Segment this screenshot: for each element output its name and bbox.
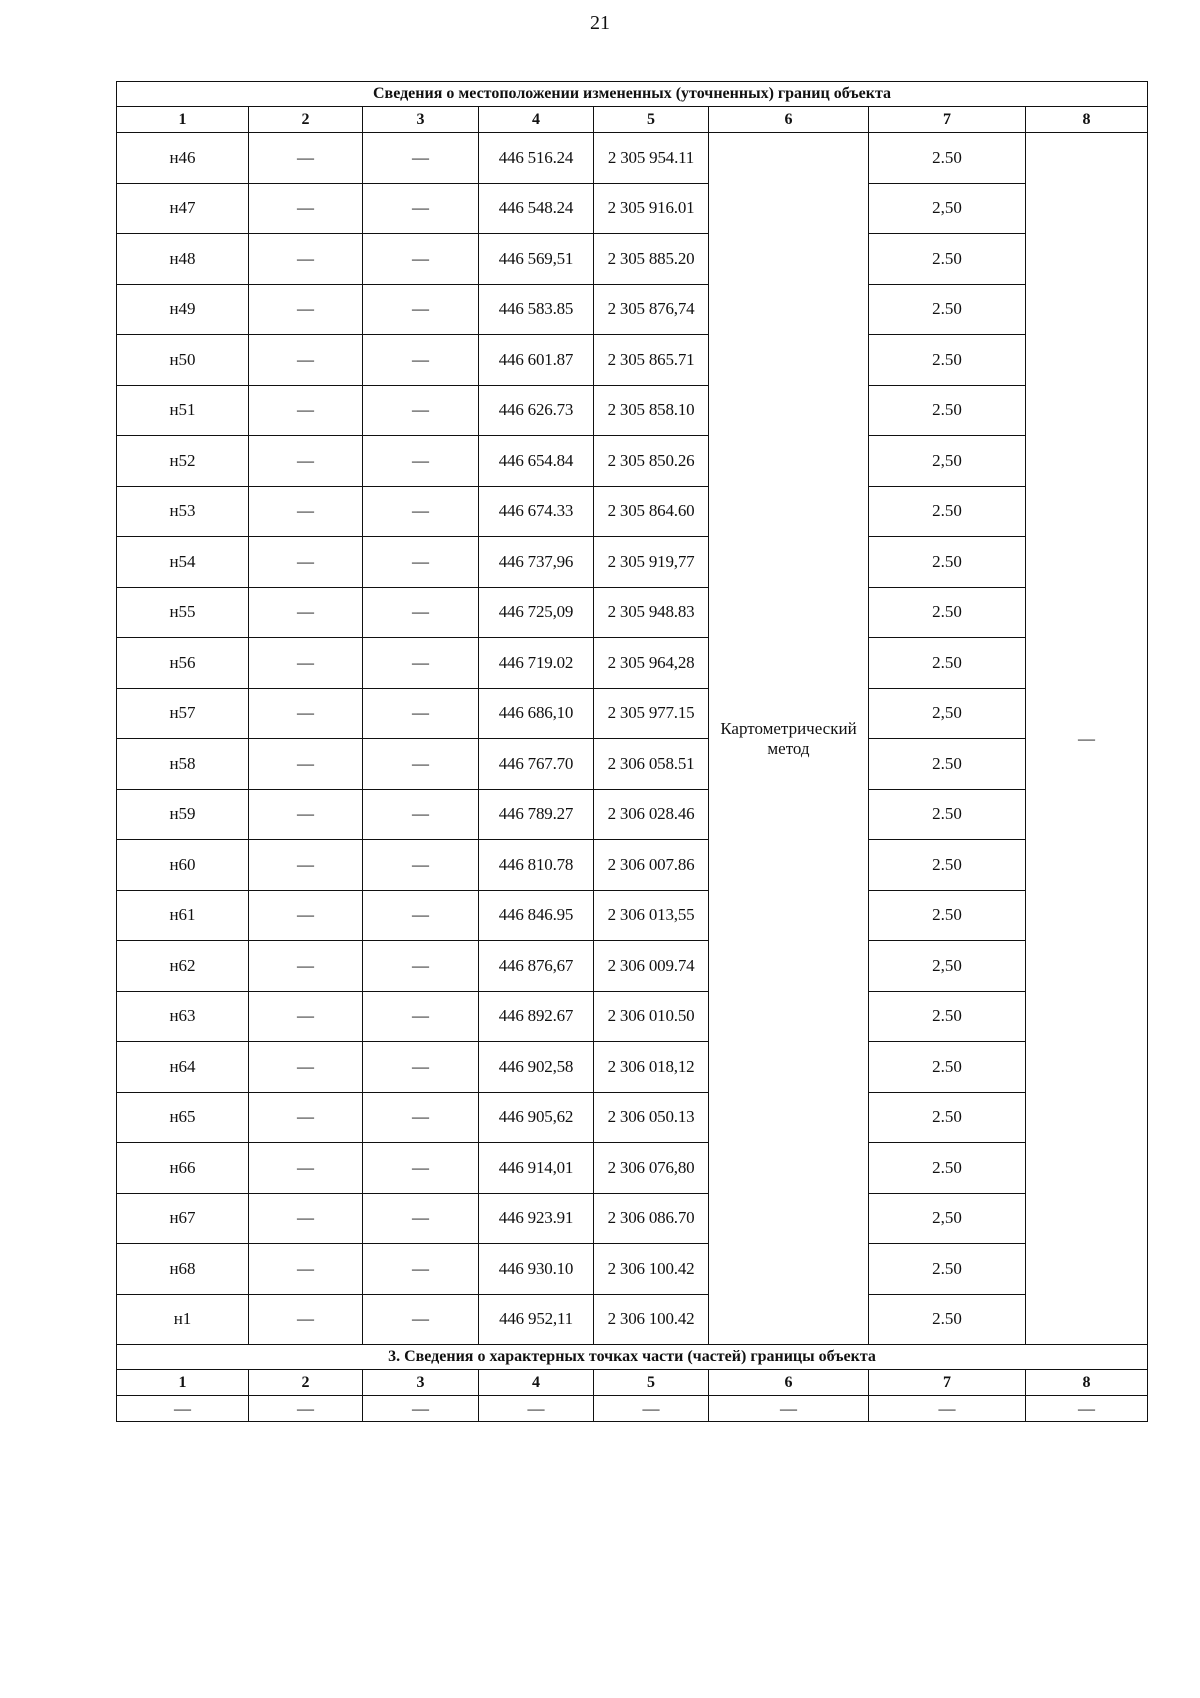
point-name: н55 [117, 587, 249, 638]
point-name: н46 [117, 133, 249, 184]
table-row [117, 1042, 1148, 1093]
empty-cell: — [363, 1396, 479, 1422]
empty-cell: — [249, 688, 363, 739]
empty-cell: — [363, 385, 479, 436]
table-row [117, 1143, 1148, 1194]
empty-cell: — [363, 1244, 479, 1295]
table-row [117, 789, 1148, 840]
empty-cell: — [363, 638, 479, 689]
empty-cell: — [249, 1244, 363, 1295]
empty-cell: — [249, 133, 363, 184]
empty-cell: — [363, 1092, 479, 1143]
empty-cell: — [249, 840, 363, 891]
column-number: 3 [363, 1370, 479, 1396]
table-row [117, 840, 1148, 891]
column-number: 7 [869, 107, 1026, 133]
column-number: 5 [594, 107, 709, 133]
column-number: 8 [1026, 107, 1148, 133]
coord-x: 446 674.33 [479, 486, 594, 537]
coord-y: 2 305 864.60 [594, 486, 709, 537]
point-name: н50 [117, 335, 249, 386]
empty-cell: — [249, 587, 363, 638]
table-row [117, 385, 1148, 436]
empty-cell: — [249, 1042, 363, 1093]
point-name: н53 [117, 486, 249, 537]
table-row [117, 234, 1148, 285]
column-number: 2 [249, 107, 363, 133]
empty-cell: — [249, 1193, 363, 1244]
accuracy-value: 2.50 [869, 587, 1026, 638]
accuracy-value: 2.50 [869, 133, 1026, 184]
accuracy-value: 2.50 [869, 1244, 1026, 1295]
accuracy-value: 2.50 [869, 991, 1026, 1042]
coord-x: 446 601.87 [479, 335, 594, 386]
coord-x: 446 654.84 [479, 436, 594, 487]
coord-y: 2 306 100.42 [594, 1244, 709, 1295]
column-number: 4 [479, 107, 594, 133]
boundary-points-table [116, 81, 1148, 1422]
column-number: 3 [363, 107, 479, 133]
column-number: 1 [117, 1370, 249, 1396]
empty-cell: — [363, 890, 479, 941]
empty-cell: — [249, 638, 363, 689]
empty-cell: — [709, 1396, 869, 1422]
point-name: н48 [117, 234, 249, 285]
column-number: 2 [249, 1370, 363, 1396]
point-name: н62 [117, 941, 249, 992]
point-name: н52 [117, 436, 249, 487]
coord-x: 446 725,09 [479, 587, 594, 638]
table-row [117, 1294, 1148, 1345]
coord-x: 446 905,62 [479, 1092, 594, 1143]
coord-y: 2 306 010.50 [594, 991, 709, 1042]
point-name: н65 [117, 1092, 249, 1143]
coord-y: 2 305 964,28 [594, 638, 709, 689]
empty-cell: — [363, 789, 479, 840]
empty-cell: — [479, 1396, 594, 1422]
table-row [117, 991, 1148, 1042]
accuracy-value: 2.50 [869, 739, 1026, 790]
coord-x: 446 902,58 [479, 1042, 594, 1093]
section3-column-number-row [117, 1370, 1148, 1396]
column-number: 5 [594, 1370, 709, 1396]
coord-y: 2 305 948.83 [594, 587, 709, 638]
table-row [117, 587, 1148, 638]
table-row [117, 183, 1148, 234]
coord-x: 446 892.67 [479, 991, 594, 1042]
accuracy-value: 2,50 [869, 941, 1026, 992]
accuracy-value: 2.50 [869, 1092, 1026, 1143]
coord-y: 2 306 058.51 [594, 739, 709, 790]
coord-y: 2 306 100.42 [594, 1294, 709, 1345]
accuracy-value: 2,50 [869, 183, 1026, 234]
coord-y: 2 305 850.26 [594, 436, 709, 487]
coord-y: 2 305 885.20 [594, 234, 709, 285]
table-row [117, 890, 1148, 941]
empty-cell: — [363, 1294, 479, 1345]
table-row [117, 486, 1148, 537]
table-row [117, 335, 1148, 386]
coord-y: 2 306 086.70 [594, 1193, 709, 1244]
column-number: 6 [709, 107, 869, 133]
empty-cell: — [249, 1092, 363, 1143]
empty-cell: — [363, 537, 479, 588]
coord-x: 446 548.24 [479, 183, 594, 234]
empty-cell: — [363, 688, 479, 739]
section-title-row [117, 82, 1148, 107]
table-row [117, 1244, 1148, 1295]
coord-x: 446 930.10 [479, 1244, 594, 1295]
empty-cell: — [249, 335, 363, 386]
coord-y: 2 305 977.15 [594, 688, 709, 739]
point-name: н59 [117, 789, 249, 840]
coord-y: 2 305 858.10 [594, 385, 709, 436]
empty-cell: — [363, 991, 479, 1042]
empty-cell: — [363, 183, 479, 234]
point-name: н51 [117, 385, 249, 436]
column-number: 1 [117, 107, 249, 133]
coord-x: 446 914,01 [479, 1143, 594, 1194]
coord-y: 2 305 916.01 [594, 183, 709, 234]
point-name: н66 [117, 1143, 249, 1194]
coord-y: 2 306 028.46 [594, 789, 709, 840]
table-row [117, 941, 1148, 992]
coord-x: 446 583.85 [479, 284, 594, 335]
point-name: н56 [117, 638, 249, 689]
empty-cell: — [594, 1396, 709, 1422]
point-name: н60 [117, 840, 249, 891]
accuracy-value: 2.50 [869, 1294, 1026, 1345]
coord-x: 446 737,96 [479, 537, 594, 588]
section3-title: 3. Сведения о характерных точках части (частей) границы объекта [117, 1345, 1148, 1370]
coord-x: 446 789.27 [479, 789, 594, 840]
coord-y: 2 306 018,12 [594, 1042, 709, 1093]
accuracy-value: 2,50 [869, 1193, 1026, 1244]
empty-cell: — [249, 941, 363, 992]
page-number: 21 [590, 12, 610, 34]
table-row [117, 688, 1148, 739]
coord-y: 2 305 919,77 [594, 537, 709, 588]
empty-cell: — [249, 890, 363, 941]
accuracy-value: 2.50 [869, 284, 1026, 335]
table-row [117, 436, 1148, 487]
coord-y: 2 305 954.11 [594, 133, 709, 184]
accuracy-value: 2.50 [869, 789, 1026, 840]
empty-cell: — [363, 284, 479, 335]
table-row [117, 638, 1148, 689]
empty-cell: — [363, 234, 479, 285]
point-name: н49 [117, 284, 249, 335]
coord-y: 2 306 013,55 [594, 890, 709, 941]
column-8-cell: — [1026, 133, 1148, 1345]
table-row [117, 537, 1148, 588]
table-row [117, 739, 1148, 790]
empty-cell: — [249, 1294, 363, 1345]
coord-x: 446 810.78 [479, 840, 594, 891]
coord-x: 446 846.95 [479, 890, 594, 941]
accuracy-value: 2.50 [869, 486, 1026, 537]
empty-cell: — [363, 335, 479, 386]
accuracy-value: 2.50 [869, 840, 1026, 891]
coord-x: 446 923.91 [479, 1193, 594, 1244]
point-name: н63 [117, 991, 249, 1042]
empty-cell: — [249, 739, 363, 790]
coord-x: 446 686,10 [479, 688, 594, 739]
point-name: н64 [117, 1042, 249, 1093]
point-name: н1 [117, 1294, 249, 1345]
coord-x: 446 767.70 [479, 739, 594, 790]
empty-cell: — [363, 941, 479, 992]
empty-cell: — [869, 1396, 1026, 1422]
point-name: н68 [117, 1244, 249, 1295]
empty-cell: — [249, 991, 363, 1042]
point-name: н57 [117, 688, 249, 739]
empty-cell: — [249, 436, 363, 487]
empty-cell: — [249, 385, 363, 436]
table-row [117, 1193, 1148, 1244]
empty-cell: — [363, 1042, 479, 1093]
empty-cell: — [249, 537, 363, 588]
empty-cell: — [363, 1193, 479, 1244]
empty-cell: — [363, 486, 479, 537]
coord-x: 446 626.73 [479, 385, 594, 436]
accuracy-value: 2.50 [869, 890, 1026, 941]
method-cell: Картометрический метод [709, 133, 869, 1345]
table-row [117, 1092, 1148, 1143]
coord-y: 2 306 076,80 [594, 1143, 709, 1194]
accuracy-value: 2.50 [869, 1143, 1026, 1194]
accuracy-value: 2.50 [869, 234, 1026, 285]
accuracy-value: 2,50 [869, 436, 1026, 487]
coord-y: 2 306 007.86 [594, 840, 709, 891]
empty-cell: — [249, 486, 363, 537]
coord-y: 2 305 865.71 [594, 335, 709, 386]
column-number-row [117, 107, 1148, 133]
coord-x: 446 952,11 [479, 1294, 594, 1345]
accuracy-value: 2.50 [869, 385, 1026, 436]
table-row [117, 133, 1148, 184]
coord-y: 2 306 050.13 [594, 1092, 709, 1143]
empty-cell: — [363, 840, 479, 891]
empty-cell: — [363, 133, 479, 184]
accuracy-value: 2,50 [869, 688, 1026, 739]
column-number: 4 [479, 1370, 594, 1396]
point-name: н54 [117, 537, 249, 588]
empty-cell: — [363, 436, 479, 487]
empty-cell: — [249, 789, 363, 840]
empty-cell: — [363, 587, 479, 638]
coord-x: 446 516.24 [479, 133, 594, 184]
column-number: 6 [709, 1370, 869, 1396]
empty-cell: — [363, 1143, 479, 1194]
section-title: Сведения о местоположении измененных (уточненных) границ объекта [117, 82, 1148, 107]
column-number: 7 [869, 1370, 1026, 1396]
empty-cell: — [1026, 1396, 1148, 1422]
point-name: н58 [117, 739, 249, 790]
empty-cell: — [249, 284, 363, 335]
point-name: н47 [117, 183, 249, 234]
empty-cell: — [249, 234, 363, 285]
section3-title-row [117, 1345, 1148, 1370]
empty-cell: — [117, 1396, 249, 1422]
empty-cell: — [249, 183, 363, 234]
point-name: н67 [117, 1193, 249, 1244]
coord-x: 446 876,67 [479, 941, 594, 992]
coord-y: 2 306 009.74 [594, 941, 709, 992]
empty-cell: — [249, 1396, 363, 1422]
accuracy-value: 2.50 [869, 638, 1026, 689]
empty-cell: — [249, 1143, 363, 1194]
coord-x: 446 569,51 [479, 234, 594, 285]
column-number: 8 [1026, 1370, 1148, 1396]
table-row [117, 284, 1148, 335]
accuracy-value: 2.50 [869, 537, 1026, 588]
accuracy-value: 2.50 [869, 1042, 1026, 1093]
coord-y: 2 305 876,74 [594, 284, 709, 335]
accuracy-value: 2.50 [869, 335, 1026, 386]
coord-x: 446 719.02 [479, 638, 594, 689]
empty-cell: — [363, 739, 479, 790]
point-name: н61 [117, 890, 249, 941]
section3-empty-row [117, 1396, 1148, 1422]
